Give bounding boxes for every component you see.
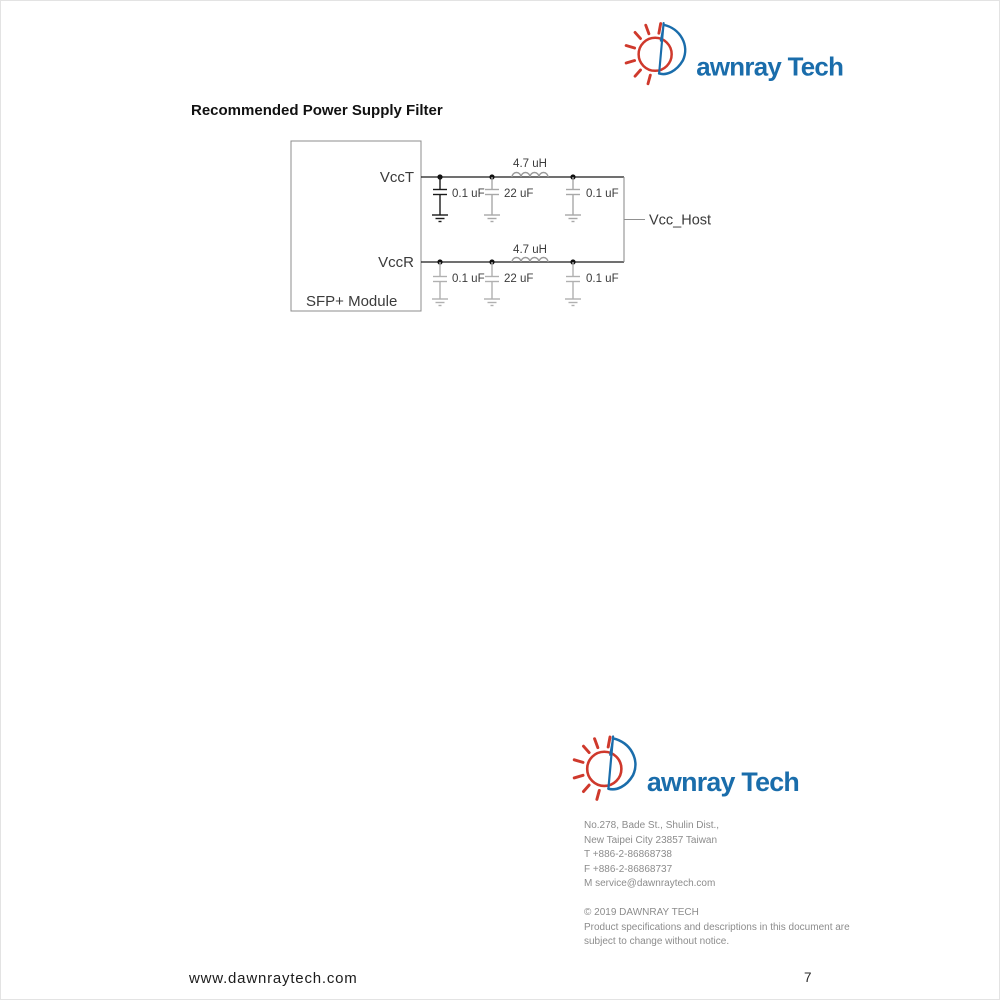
contact-email-line: M service@dawnraytech.com bbox=[584, 878, 716, 889]
inductor-symbol bbox=[512, 258, 548, 263]
brand-logo-bottom bbox=[571, 728, 804, 811]
capacitor-symbol bbox=[484, 262, 500, 306]
net-label-vcct: VccT bbox=[379, 169, 414, 186]
contact-address-line: New Taipei City 23857 Taiwan bbox=[584, 834, 718, 846]
capacitor-value-label: 22 uF bbox=[504, 273, 534, 285]
capacitor-symbol bbox=[565, 177, 581, 222]
inductor-value-label: 4.7 uH bbox=[513, 158, 547, 170]
footer-website-url: www.dawnraytech.com bbox=[189, 970, 358, 987]
ground-symbol bbox=[565, 299, 581, 306]
dawnray-logo-icon bbox=[571, 728, 804, 806]
contact-block bbox=[584, 819, 719, 892]
letter-d-shape bbox=[608, 736, 635, 789]
inductor-value-label: 4.7 uH bbox=[513, 244, 547, 256]
module-label: SFP+ Module bbox=[306, 293, 398, 310]
capacitor-symbol bbox=[565, 262, 581, 306]
net-label-vccr: VccR bbox=[378, 254, 414, 271]
ground-symbol bbox=[484, 215, 500, 222]
schematic-diagram bbox=[286, 133, 736, 328]
disclaimer-line: subject to change without notice. bbox=[584, 936, 730, 947]
capacitor-value-label: 0.1 uF bbox=[586, 273, 619, 285]
contact-fax-line: F +886-2-86868737 bbox=[584, 863, 673, 875]
contact-phone-line: T +886-2-86868738 bbox=[584, 849, 672, 860]
legal-block bbox=[584, 906, 850, 950]
ground-symbol bbox=[432, 215, 448, 222]
ground-symbol bbox=[432, 299, 448, 306]
footer-page-number: 7 bbox=[804, 970, 812, 985]
capacitor-value-label: 0.1 uF bbox=[586, 188, 619, 200]
capacitor-symbol bbox=[432, 262, 448, 306]
capacitor-value-label: 0.1 uF bbox=[452, 273, 485, 285]
host-net-label: Vcc_Host bbox=[649, 212, 712, 229]
dawnray-logo-icon bbox=[623, 15, 848, 90]
disclaimer-line: Product specifications and descriptions in this document are bbox=[584, 921, 850, 933]
inductor-symbol bbox=[512, 173, 548, 178]
sfp-module-box bbox=[291, 141, 421, 311]
copyright-line: © 2019 DAWNRAY TECH bbox=[584, 907, 699, 918]
capacitor-symbol bbox=[484, 177, 500, 222]
brand-logo-text: awnray Tech bbox=[646, 767, 800, 798]
letter-d-shape bbox=[659, 23, 685, 74]
page-title: Recommended Power Supply Filter bbox=[191, 102, 443, 119]
capacitor-symbol bbox=[432, 177, 448, 222]
capacitor-value-label: 22 uF bbox=[504, 188, 534, 200]
capacitor-value-label: 0.1 uF bbox=[452, 188, 485, 200]
contact-address-line: No.278, Bade St., Shulin Dist., bbox=[584, 820, 720, 831]
brand-logo-top bbox=[623, 15, 848, 95]
ground-symbol bbox=[484, 299, 500, 306]
brand-logo-text: awnray Tech bbox=[696, 53, 844, 82]
ground-symbol bbox=[565, 215, 581, 222]
schematic-svg bbox=[286, 133, 736, 323]
